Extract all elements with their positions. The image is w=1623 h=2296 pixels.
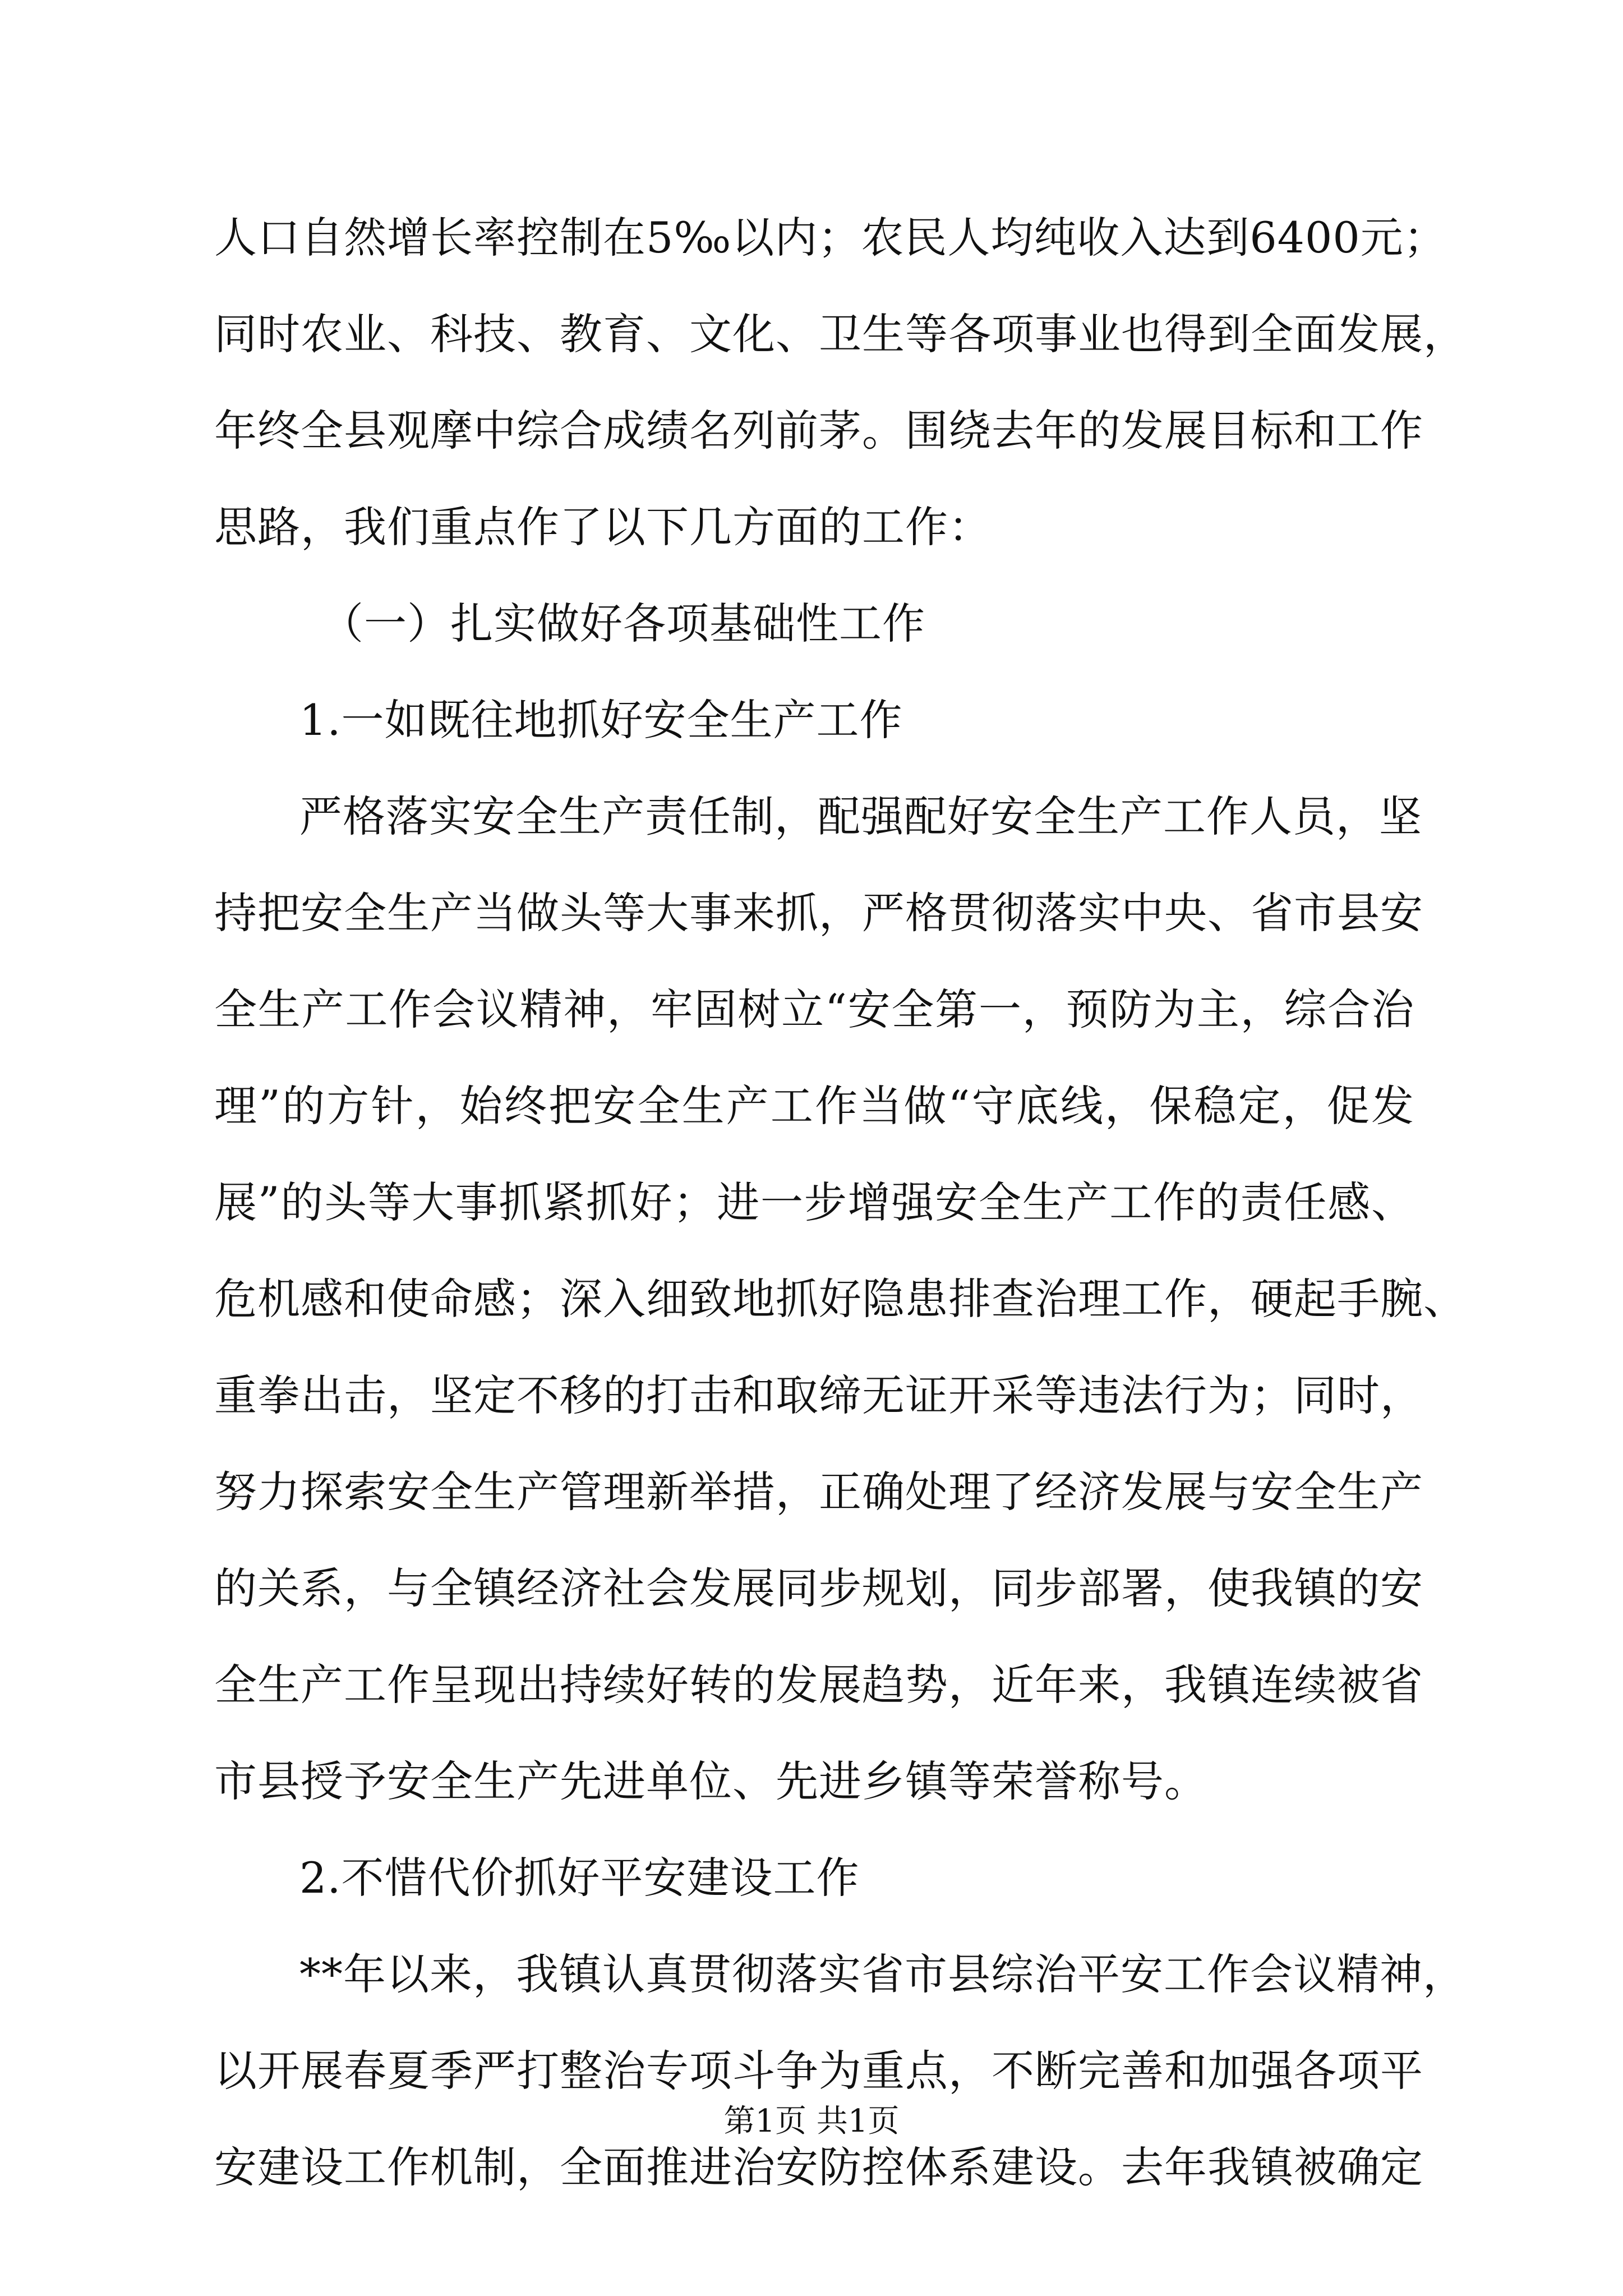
body-line-15: 的关系，与全镇经济社会发展同步规划，同步部署，使我镇的安 (214, 1563, 1423, 1613)
body-line-4: 思路，我们重点作了以下几方面的工作： (214, 502, 992, 552)
body-line-11: 展”的头等大事抓紧抓好；进一步增强安全生产工作的责任感、 (214, 1177, 1414, 1227)
body-line-13: 重拳出击，坚定不移的打击和取缔无证开采等违法行为；同时， (214, 1370, 1423, 1420)
body-line-2: 同时农业、科技、教育、文化、卫生等各项事业也得到全面发展， (214, 309, 1467, 359)
body-line-8: 持把安全生产当做头等大事来抓，严格贯彻落实中央、省市县安 (214, 888, 1423, 938)
body-line-17: 市县授予安全生产先进单位、先进乡镇等荣誉称号。 (214, 1756, 1207, 1806)
document-body (214, 213, 1467, 2239)
body-line-20: 以开展春夏季严打整治专项斗争为重点，不断完善和加强各项平 (214, 2046, 1423, 2096)
body-line-7: 严格落实安全生产责任制，配强配好安全生产工作人员，坚 (299, 792, 1422, 841)
body-line-16: 全生产工作呈现出持续好转的发展趋势，近年来，我镇连续被省 (214, 1660, 1423, 1710)
subsection-heading-1: 1.一如既往地抓好安全生产工作 (299, 695, 903, 745)
body-line-3: 年终全县观摩中综合成绩名列前茅。围绕去年的发展目标和工作 (214, 406, 1423, 455)
subsection-heading-2: 2.不惜代价抓好平安建设工作 (299, 1853, 860, 1903)
body-line-1: 人口自然增长率控制在5‰以内；农民人均纯收入达到6400元； (214, 213, 1447, 263)
body-line-12: 危机感和使命感；深入细致地抓好隐患排查治理工作，硬起手腕、 (214, 1274, 1467, 1324)
body-line-14: 努力探索安全生产管理新举措，正确处理了经济发展与安全生产 (214, 1467, 1423, 1517)
section-heading-1: （一）扎实做好各项基础性工作 (321, 599, 925, 648)
page-footer: 第1页 共1页 (723, 2103, 900, 2139)
body-line-10: 理”的方针，始终把安全生产工作当做“守底线，保稳定，促发 (214, 1081, 1414, 1131)
body-line-21: 安建设工作机制，全面推进治安防控体系建设。去年我镇被确定 (214, 2142, 1423, 2192)
body-line-19: **年以来，我镇认真贯彻落实省市县综治平安工作会议精神， (299, 1949, 1466, 1999)
body-line-9: 全生产工作会议精神，牢固树立“安全第一，预防为主，综合治 (214, 984, 1414, 1034)
